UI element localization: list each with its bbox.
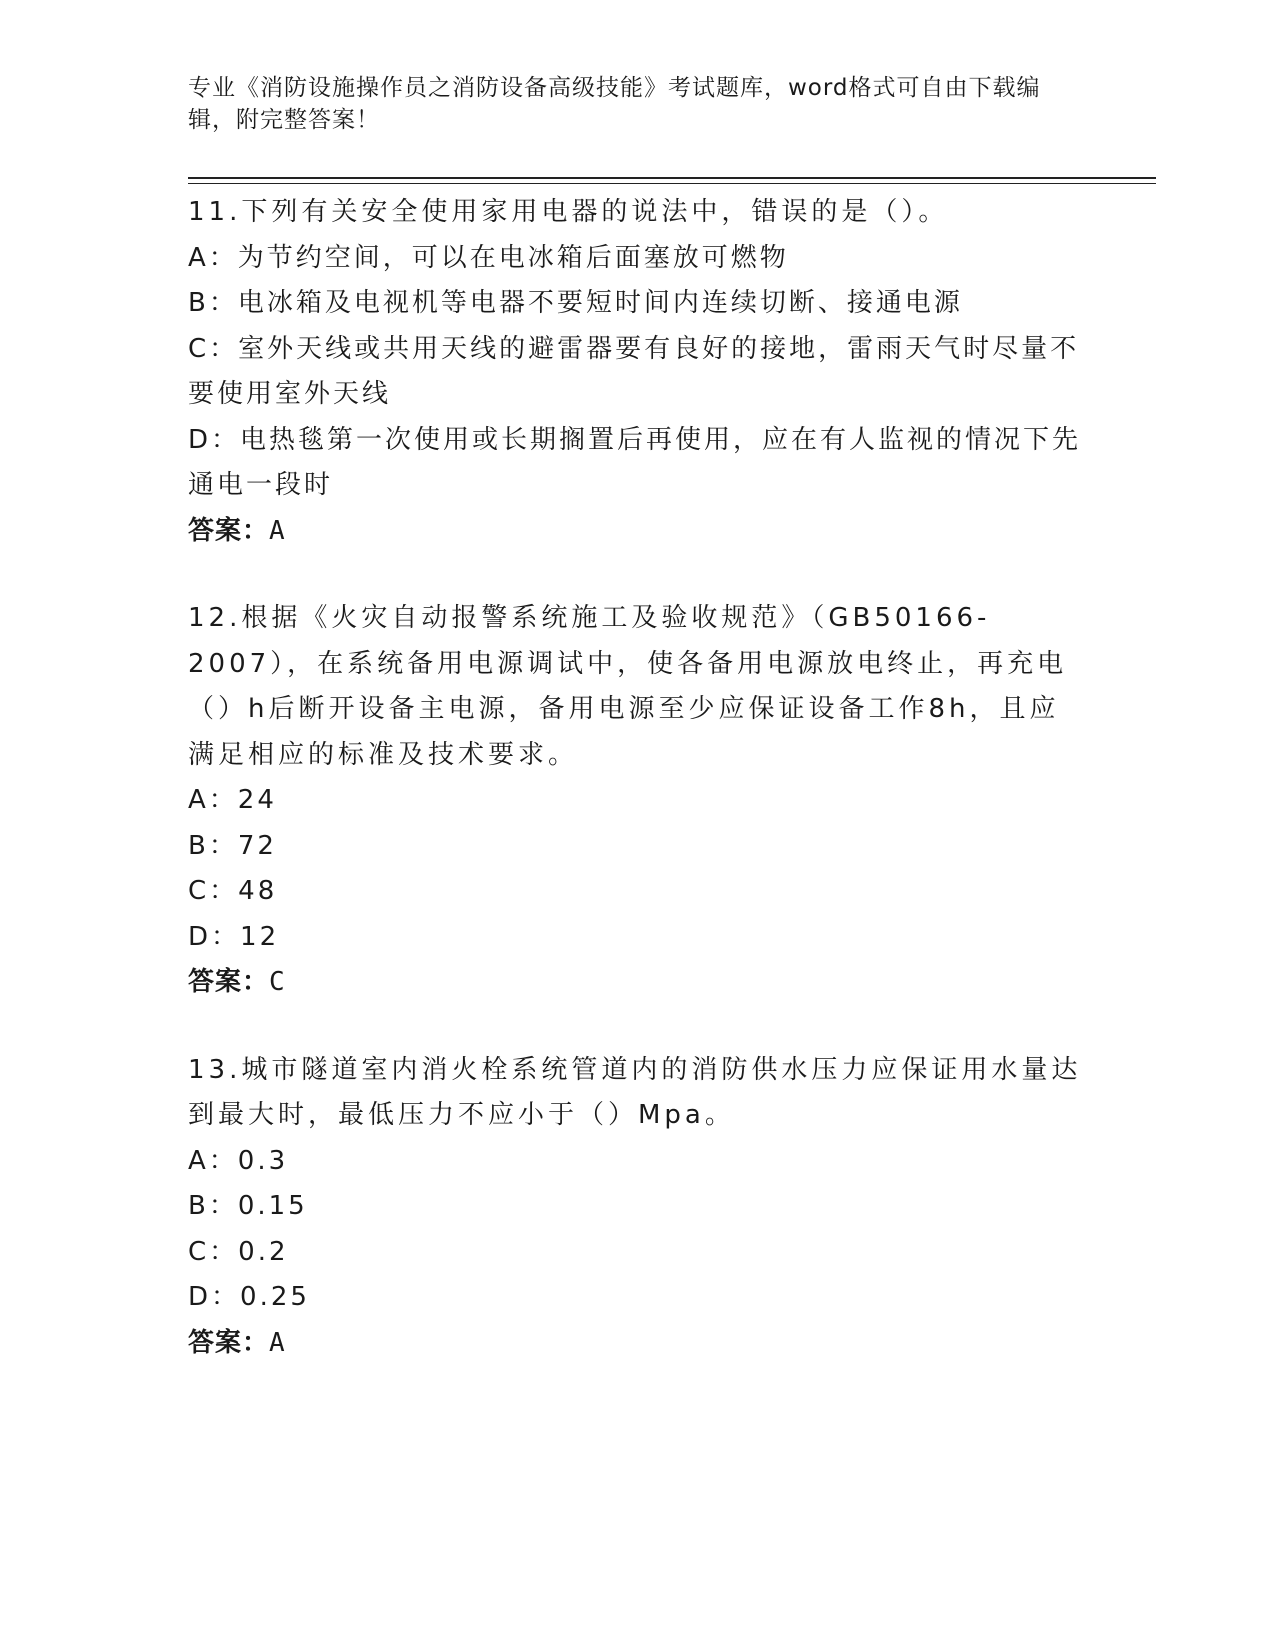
option-d: D：电热毯第一次使用或长期搁置后再使用，应在有人监视的情况下先通电一段时 [188,424,1082,500]
option-b: B：72 [188,830,277,861]
option-c: C：室外天线或共用天线的避雷器要有良好的接地，雷雨天气时尽量不要使用室外天线 [188,333,1080,409]
document-header-text: 专业《消防设施操作员之消防设备高级技能》考试题库，word格式可自由下载编辑，附完整答案！ [188,75,1041,133]
question-stem: 11.下列有关安全使用家用电器的说法中，错误的是（）。 [188,197,949,227]
answer-label: 答案： [188,1327,270,1358]
question-stem: 13.城市隧道室内消火栓系统管道内的消防供水压力应保证用水量达到最大时，最低压力不应小于（）Mpa。 [188,1054,1082,1130]
option-c: C：0.2 [188,1236,289,1267]
question-12 [188,596,1088,1006]
option-a: A：为节约空间，可以在电冰箱后面塞放可燃物 [188,242,789,273]
option-d: D：0.25 [188,1282,310,1312]
answer-label: 答案： [188,515,270,546]
header-divider-bottom [188,183,1156,184]
question-13 [188,1048,1088,1367]
answer-value: A [269,515,286,546]
option-a: A：24 [188,785,277,815]
option-d: D：12 [188,921,280,952]
question-11 [188,190,1088,554]
option-c: C：48 [188,876,278,906]
option-a: A：0.3 [188,1145,289,1176]
answer-value: C [269,967,286,997]
question-list [188,190,1088,1408]
answer-value: A [269,1327,286,1358]
answer-line [188,960,1088,1006]
answer-label: 答案： [188,967,270,997]
option-b: B：电冰箱及电视机等电器不要短时间内连续切断、接通电源 [188,288,963,318]
header-divider-top [188,177,1156,179]
answer-line [188,1321,1088,1367]
option-b: B：0.15 [188,1191,308,1221]
question-stem: 12.根据《火灾自动报警系统施工及验收规范》（GB50166-2007），在系统备用电源调试中，使各备用电源放电终止，再充电（）h后断开设备主电源，备用电源至少应保证设备工作8h，且应满足相应的标准及技术要求。 [188,603,1068,770]
answer-line [188,509,1088,555]
